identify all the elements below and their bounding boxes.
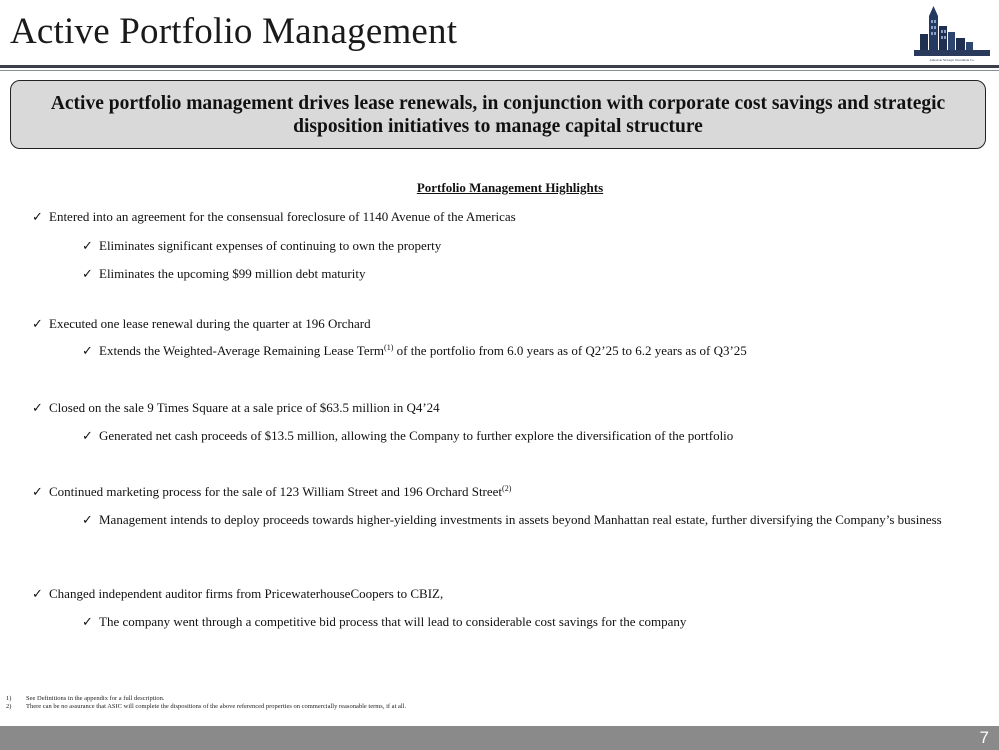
- checkmark-icon: ✓: [82, 343, 93, 358]
- checkmark-icon: ✓: [82, 614, 93, 629]
- section-heading: Portfolio Management Highlights: [416, 180, 604, 195]
- page-number: 7: [979, 728, 989, 747]
- highlight-text: Entered into an agreement for the consensual foreclosure of 1140 Avenue of the Americas: [49, 209, 516, 224]
- checkmark-icon: ✓: [32, 400, 43, 415]
- highlight-text: Changed independent auditor firms from PricewaterhouseCoopers to CBIZ,: [49, 586, 444, 601]
- checkmark-icon: ✓: [32, 209, 43, 224]
- subitem-text: The company went through a competitive bid process that will lead to considerable cost savings for the company: [99, 614, 687, 629]
- highlight-text: Executed one lease renewal during the quarter at 196 Orchard: [49, 316, 371, 331]
- checkmark-icon: ✓: [32, 484, 43, 499]
- highlight-subitem: [82, 237, 982, 255]
- checkmark-icon: ✓: [82, 428, 93, 443]
- checkmark-icon: ✓: [32, 586, 43, 601]
- highlight-item: [32, 483, 511, 501]
- highlight-subitem: [82, 265, 982, 283]
- highlight-subitem: [82, 613, 982, 631]
- highlight-item: [32, 399, 440, 417]
- subitem-text: Generated net cash proceeds of $13.5 million, allowing the Company to further explore the diversification of the portfolio: [99, 428, 734, 443]
- checkmark-icon: ✓: [82, 266, 93, 281]
- highlight-item: [32, 585, 443, 603]
- footnote-ref: (1): [384, 343, 394, 352]
- logo-caption: American Strategic Investment Co.: [929, 58, 975, 62]
- highlight-item: [32, 208, 516, 226]
- highlight-text: Closed on the sale 9 Times Square at a sale price of $63.5 million in Q4’24: [49, 400, 440, 415]
- footnote-ref: (2): [502, 484, 512, 493]
- banner-text: Active portfolio management drives lease renewals, in conjunction with corporate cost savings and strategic disposition initiatives to manage capital structure: [50, 92, 946, 137]
- company-logo: [912, 4, 992, 62]
- subitem-text: Extends the Weighted-Average Remaining Lease Term$^{(1)}$ of the portfolio from 6.0 years as of Q2’25 to 6.2 years as of Q3’25: [99, 343, 747, 358]
- key-message-banner: [10, 80, 986, 149]
- page-title: Active Portfolio Management: [10, 11, 458, 52]
- footnote: 1) See Definitions in the appendix for a full description.: [6, 695, 165, 702]
- footnote: 2) There can be no assurance that ASIC will complete the dispositions of the above referenced properties on commercially reasonable terms, if at all.: [6, 703, 407, 710]
- highlight-item: [32, 315, 371, 333]
- footnotes: [6, 695, 406, 711]
- header-rule-thin: [0, 70, 999, 71]
- subitem-text: Eliminates significant expenses of continuing to own the property: [99, 238, 442, 253]
- checkmark-icon: ✓: [32, 316, 43, 331]
- header-rule: [0, 65, 999, 68]
- highlight-subitem: [82, 427, 982, 445]
- checkmark-icon: ✓: [82, 238, 93, 253]
- subitem-text: Management intends to deploy proceeds towards higher-yielding investments in assets beyond Manhattan real estate, further diversifying the Company’s business: [99, 512, 942, 527]
- highlight-subitem: [82, 511, 982, 529]
- highlight-text: Continued marketing process for the sale of 123 William Street and 196 Orchard Street$^{(2)}$: [49, 484, 512, 499]
- checkmark-icon: ✓: [82, 512, 93, 527]
- highlight-subitem: [82, 342, 982, 360]
- footer-bar: [0, 726, 999, 750]
- subitem-text: Eliminates the upcoming $99 million debt maturity: [99, 266, 366, 281]
